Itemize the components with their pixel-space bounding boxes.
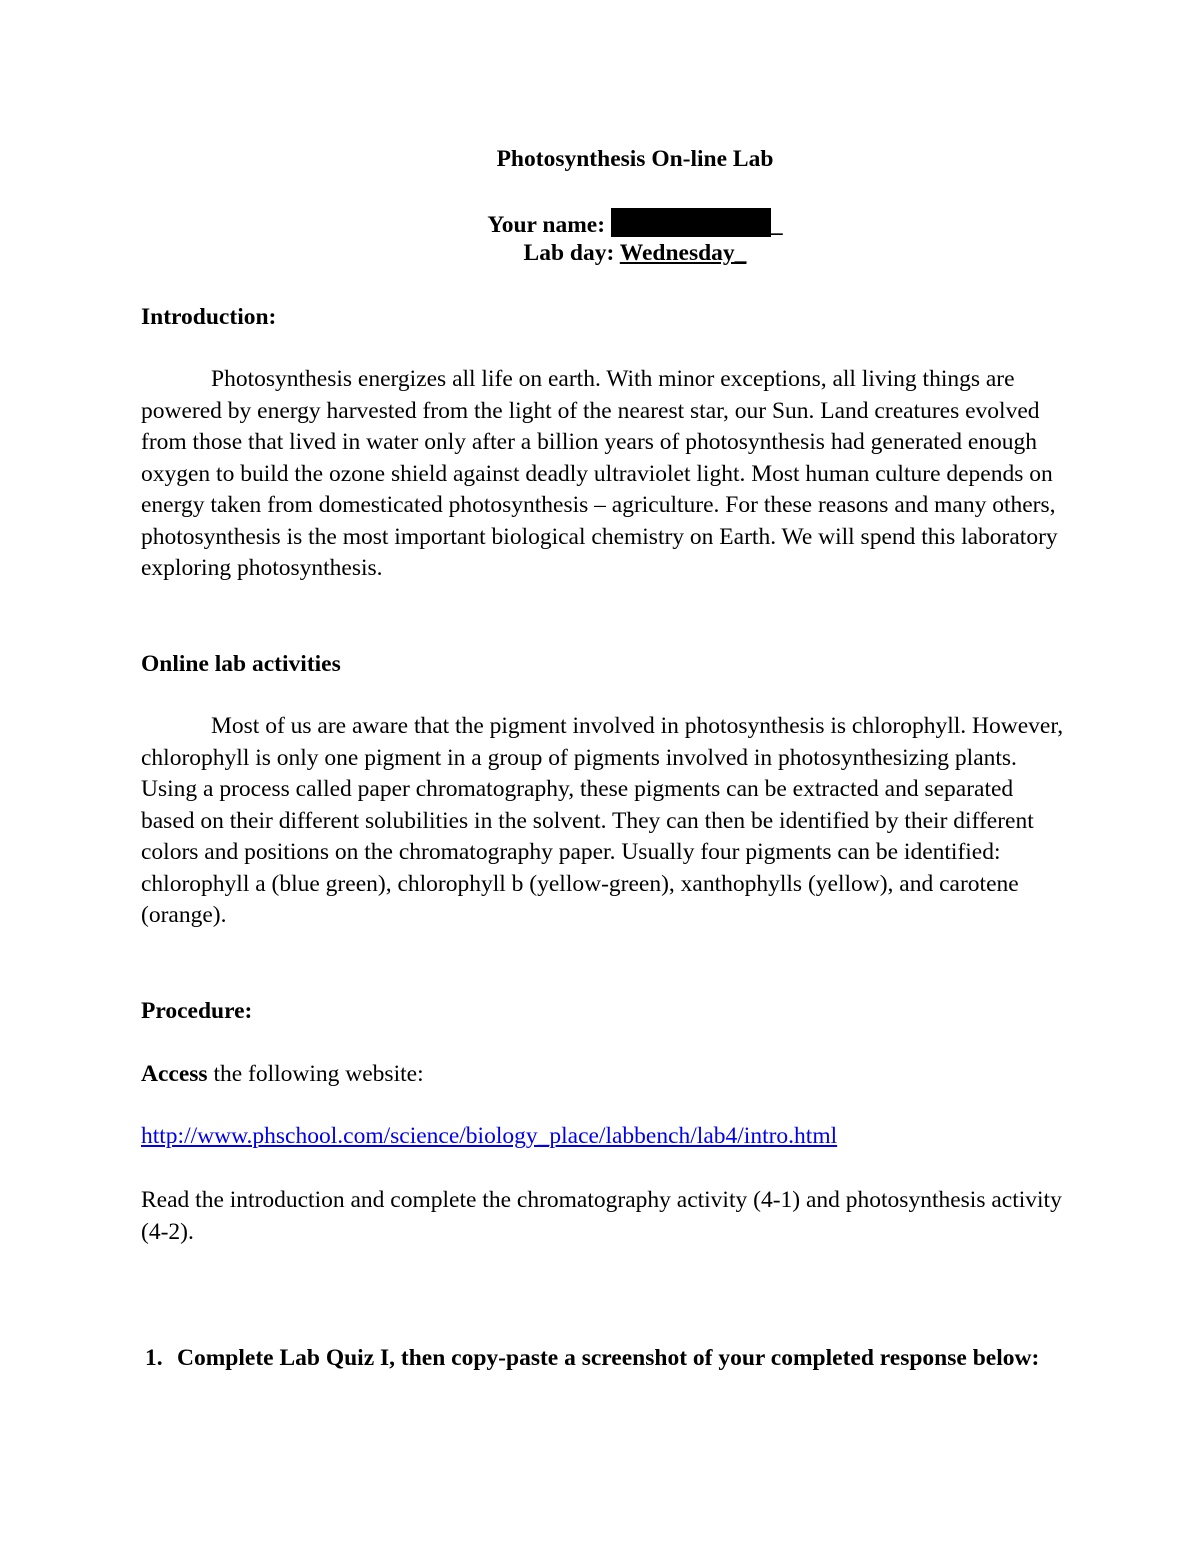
- question-number: 1.: [145, 1345, 163, 1371]
- access-label: Access: [141, 1061, 208, 1087]
- access-line: [141, 1061, 424, 1088]
- introduction-paragraph: Photosynthesis energizes all life on earth. With minor exceptions, all living things are powered by energy harvested from the light of the nearest star, our Sun. Land creatures evolved from those that lived in water only after a billion years of photosynthesis had generated enough oxygen to build the ozone shield against deadly ultraviolet light. Most human culture depends on energy taken from domesticated photosynthesis – agriculture. For these reasons and many others, photosynthesis is the most important biological chemistry on Earth. We will spend this laboratory exploring photosynthesis.: [141, 366, 1058, 581]
- lab-day-value: Wednesday_: [619, 240, 747, 266]
- name-line: [0, 208, 1200, 239]
- online-lab-heading: Online lab activities: [141, 651, 341, 677]
- lab-day-label: Lab day:: [523, 240, 615, 266]
- document-title: Photosynthesis On-line Lab: [496, 146, 774, 172]
- introduction-heading: Introduction:: [141, 304, 277, 330]
- lab-website-link[interactable]: http://www.phschool.com/science/biology_place/labbench/lab4/intro.html: [141, 1123, 838, 1149]
- name-label: Your name:: [487, 212, 606, 238]
- procedure-heading: Procedure:: [141, 998, 253, 1024]
- online-lab-paragraph: Most of us are aware that the pigment involved in photosynthesis is chlorophyll. However, chlorophyll is only one pigment in a group of pigments involved in photosynthesizing plants. Using a process called paper chromatography, these pigments can be extracted and separated based on their different solubilities in the solvent. They can then be identified by their different colors and positions on the chromatography paper. Usually four pigments can be identified: chlorophyll a (blue green), chlorophyll b (yellow-green), xanthophylls (yellow), and carotene (orange).: [141, 713, 1064, 928]
- question-text: Complete Lab Quiz I, then copy-paste a screenshot of your completed response below:: [177, 1345, 1040, 1371]
- lab-day-line: [0, 240, 1200, 267]
- website-line: [141, 1123, 837, 1150]
- access-text: the following website:: [207, 1061, 424, 1087]
- name-suffix: _: [770, 212, 783, 238]
- procedure-instruction: Read the introduction and complete the chromatography activity (4-1) and photosynthesis activity (4-2).: [141, 1187, 1062, 1245]
- redacted-name-block: [611, 208, 771, 237]
- question-1: [145, 1342, 1057, 1374]
